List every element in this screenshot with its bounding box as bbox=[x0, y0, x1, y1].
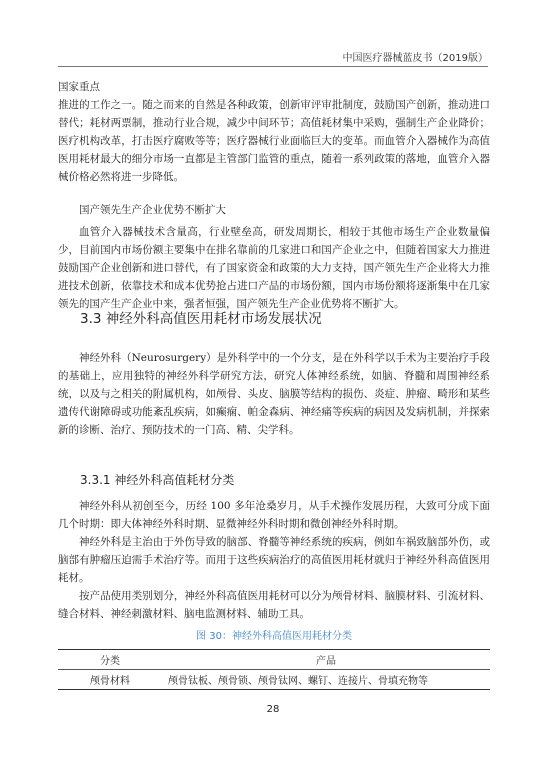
history-paragraph: 神经外科从初创至今，历经 100 多年沧桑岁月，从手术操作发展历程，大致可分成下面几个时期：即大体神经外科时期、显微神经外科时期和微创神经外科时期。 bbox=[58, 500, 490, 530]
country-focus-title: 国家重点 bbox=[58, 81, 100, 93]
country-focus-block bbox=[58, 78, 490, 186]
table-header-category: 分类 bbox=[58, 650, 162, 670]
header-rule bbox=[58, 66, 488, 67]
section-3-3-body bbox=[58, 349, 490, 439]
figure-caption: 图 30：神经外科高值医用耗材分类 bbox=[196, 631, 352, 642]
running-header-title: 中国医疗器械蓝皮书（2019版） bbox=[342, 53, 488, 64]
neurosurgery-paragraph: 神经外科（Neurosurgery）是外科学中的一个分支，是在外科学以手术为主要治疗手段的基础上，应用独特的神经外科学研究方法，研究人体神经系统，如脑、脊髓和周围神经系统，以及与之相关的附属机构，如颅骨、头皮、脑膜等结构的损伤、炎症、肿瘤、畸形和某些遗传代谢障碍或功能紊乱疾病，如癫痫、帕金森病、神经痛等疾病的病因及发病机制，并探索新的诊断、治疗、预防技术的一门高、精、尖学科。 bbox=[58, 352, 490, 436]
domestic-leaders-block bbox=[58, 223, 490, 313]
classification-table bbox=[58, 649, 490, 690]
country-focus-paragraph: 推进的工作之一。随之而来的自然是各种政策，创新审评审批制度，鼓励国产创新，推动进口替代；耗材两票制，推动行业合规，减少中间环节；高值耗材集中采购，强制生产企业降价；医疗机构改革，打击医疗腐败等等；医疗器械行业面临巨大的变革。而血管介入器械作为高值医用耗材最大的细分市场一直都是主管部门监管的重点，随着一系列政策的落地，血管介入器械价格必然将进一步降低。 bbox=[58, 99, 490, 183]
table-header-products: 产品 bbox=[162, 650, 490, 670]
section-3-3-1-heading: 3.3.1 神经外科高值耗材分类 bbox=[80, 473, 235, 487]
table-row bbox=[58, 670, 490, 690]
page-number: 28 bbox=[266, 704, 280, 715]
category-paragraph: 按产品使用类别划分，神经外科高值医用耗材可以分为颅骨材料、脑膜材料、引流材料、缝合材料、神经刺激材料、脑电监测材料、辅助工具。 bbox=[58, 590, 490, 620]
section-3-3-1-body bbox=[58, 497, 490, 623]
table-header-row bbox=[58, 650, 490, 670]
table-cell-products: 颅骨钛板、颅骨锁、颅骨钛网、螺钉、连接片、骨填充物等 bbox=[162, 670, 490, 690]
treatment-paragraph: 神经外科是主治由于外伤导致的脑部、脊髓等神经系统的疾病，例如车祸致脑部外伤，或脑部有肿瘤压迫需手术治疗等。而用于这些疾病治疗的高值医用耗材就归于神经外科高值医用耗材。 bbox=[58, 536, 490, 584]
section-3-3-heading: 3.3 神经外科高值医用耗材市场发展状况 bbox=[80, 311, 322, 327]
table-cell-category: 颅骨材料 bbox=[58, 670, 162, 690]
domestic-leaders-paragraph: 血管介入器械技术含量高，行业壁垒高，研发周期长，相较于其他市场生产企业数量偏少，目前国内市场份额主要集中在排名靠前的几家进口和国产企业之中，但随着国家大力推进鼓励国产企业创新和进口替代，有了国家资金和政策的大力支持，国产领先生产企业将大力推进技术创新，依靠技术和成本优势抢占进口产品的市场份额，国内市场份额将逐渐集中在几家领先的国产生产企业中来，强者恒强，国产领先生产企业优势将不断扩大。 bbox=[58, 226, 490, 310]
domestic-leaders-title: 国产领先生产企业优势不断扩大 bbox=[79, 204, 226, 216]
